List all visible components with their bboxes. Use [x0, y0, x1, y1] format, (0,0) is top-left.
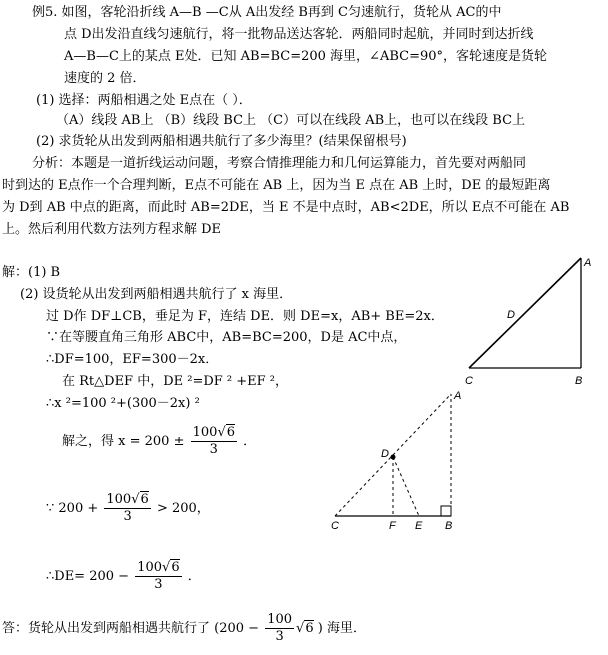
therefore-frac-rad: 6	[171, 560, 180, 575]
solve-frac-den: 3	[209, 442, 218, 457]
label-a: A	[584, 257, 592, 269]
question-2: (2) 求货轮从出发到两船相遇共航行了多少海里？(结果保留根号)	[36, 134, 407, 149]
answer-suffix: ) 海里．	[317, 621, 366, 636]
since-suffix: > 200，	[156, 501, 210, 516]
solve-fraction	[191, 425, 237, 458]
since-fraction	[104, 492, 150, 525]
therefore-fraction	[135, 560, 181, 593]
solve-period: ．	[243, 434, 257, 449]
sqrt-symbol: √	[162, 560, 171, 575]
since-frac-num: 100	[106, 492, 132, 507]
answer-prefix: 答：货轮从出发到两船相遇共航行了 (200 −	[2, 621, 260, 636]
sqrt-symbol: √	[131, 492, 140, 507]
answer-rad: 6	[305, 621, 314, 636]
therefore-prefix: ∴DE= 200 −	[46, 569, 130, 584]
solve-result	[62, 425, 256, 459]
problem-line-4: 速度的 2 倍．	[64, 71, 146, 86]
question-1: (1) 选择：两船相遇之处 E点在（ ）．	[36, 93, 252, 108]
figure-1-triangle	[455, 252, 605, 392]
answer-fraction	[265, 612, 294, 645]
solution-6: 在 Rt△DEF 中，DE ²=DF ² +EF ²，	[62, 374, 289, 389]
figure-2-construction	[325, 385, 475, 535]
since-prefix: ∵ 200 +	[46, 501, 99, 516]
right-angle-mark	[441, 506, 451, 516]
solution-3: 过 D作 DF⊥CB，垂足为 F，连结 DE．则 DE=x，AB+ BE=2x．	[46, 309, 444, 324]
label-d: D	[507, 309, 515, 321]
label-f: F	[389, 520, 396, 532]
problem-line-3: A—B—C上的某点 E处．已知 AB=BC=200 海里，∠ABC=90°，客轮速度是货轮	[64, 49, 548, 64]
answer-frac-num: 100	[267, 612, 293, 627]
sqrt-symbol: √	[217, 425, 226, 440]
label-b: B	[445, 520, 453, 532]
solve-prefix: 解之，得 x = 200 ±	[62, 434, 185, 449]
segment-ca	[469, 258, 581, 368]
analysis-line-2: 时到达的 E点作一个合理判断，E点不可能在 AB 上，因为当 E 点在 AB 上时，DE 的最短距离	[2, 178, 551, 193]
analysis-line-3: 为 D到 AB 中点的距离，而此时 AB=2DE，当 E 不是中点时，AB<2DE，所以 E点不可能在 AB	[2, 200, 570, 215]
since-frac-rad: 6	[140, 492, 149, 507]
analysis-line-4: 上。然后利用代数方法列方程求解 DE	[2, 222, 222, 237]
final-answer	[2, 612, 366, 646]
label-c: C	[331, 520, 339, 532]
label-b: B	[575, 375, 583, 387]
therefore-de	[46, 560, 201, 594]
label-d: D	[381, 448, 389, 460]
segment-de	[393, 457, 419, 516]
analysis-line-1: 分析：本题是一道折线运动问题，考察合情推理能力和几何运算能力，首先要对两船同	[32, 156, 527, 171]
solve-frac-num: 100	[192, 425, 218, 440]
label-e: E	[415, 520, 423, 532]
since-inequality	[46, 492, 210, 526]
therefore-period: ．	[187, 569, 201, 584]
therefore-frac-num: 100	[137, 560, 163, 575]
therefore-frac-den: 3	[154, 577, 163, 592]
problem-line-1: 例5. 如图，客轮沿折线 A—B —C从 A出发经 B再到 C匀速航行，货轮从 AC的中	[32, 5, 502, 20]
problem-line-2: 点 D出发沿直线匀速航行，将一批物品送达客轮．两船同时起航，并同时到达折线	[64, 27, 534, 42]
solution-1: 解：(1) B	[2, 265, 61, 280]
since-frac-den: 3	[123, 509, 132, 524]
label-a: A	[454, 390, 462, 402]
question-1-options: （A）线段 AB上 （B）线段 BC上 （C）可以在线段 AB上，也可以在线段 BC上	[56, 113, 526, 128]
label-c: C	[465, 375, 473, 387]
sqrt-symbol: √	[296, 621, 305, 636]
point-d	[391, 455, 396, 460]
solution-2: (2) 设货轮从出发到两船相遇共航行了 x 海里．	[20, 287, 293, 302]
answer-frac-den: 3	[275, 629, 284, 644]
solve-frac-rad: 6	[226, 425, 236, 440]
solution-5: ∴DF=100，EF=300－2x．	[46, 352, 219, 367]
solution-4: ∵在等腰直角三角形 ABC中，AB=BC=200，D是 AC中点，	[46, 330, 407, 345]
solution-7: ∴x ²=100 ²+(300－2x) ²	[46, 396, 200, 411]
